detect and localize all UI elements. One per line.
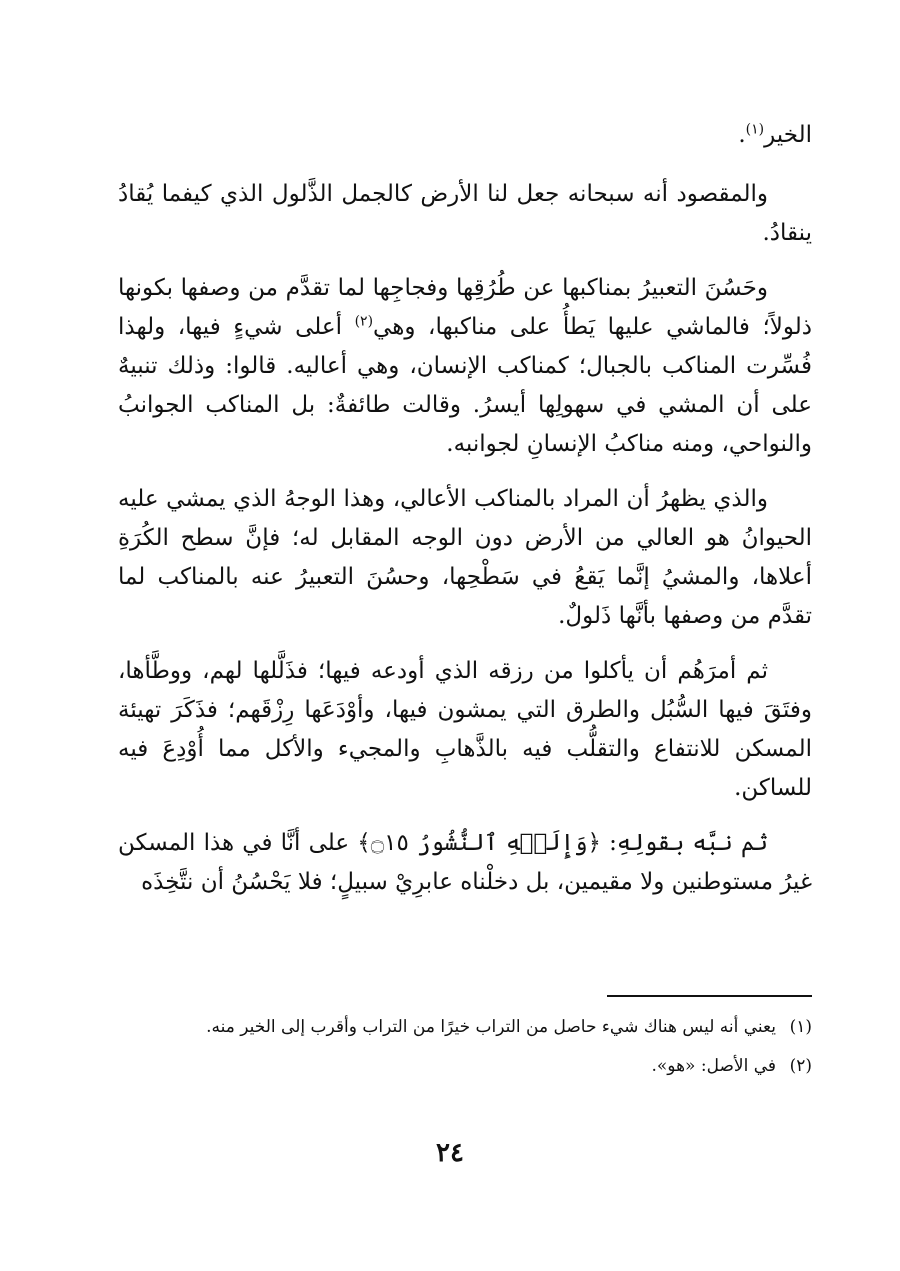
- paragraph: والذي يظهرُ أن المراد بالمناكب الأعالي، وهذا الوجهُ الذي يمشي عليه الحيوانُ هو العالي من الأرض دون الوجه المقابل له؛ فإنَّ سطح الكُرَةِ أعلاها، والمشيُ إنَّما يَقعُ في سَطْحِها، وحسُنَ التعبيرُ عنه بالمناكب لما تقدَّم من وصفها بأنَّها ذَلولٌ.: [118, 486, 812, 629]
- paragraph: [118, 269, 812, 464]
- paragraph: ثم أمرَهُم أن يأكلوا من رزقه الذي أودعه فيها؛ فذَلَّلها لهم، ووطَّأها، وفتَقَ فيها السُّبُل والطرق التي يمشون فيها، وأوْدَعَها رِزْقَهم؛ فذَكَرَ تهيئة المسكن للانتفاع والتقلُّب فيه بالذَّهابِ والمجيء والأكل مما أُوْدِعَ فيه للساكن.: [118, 658, 812, 801]
- paragraph: ثم نبَّه بقولِهِ: ﴿وَإِلَيۡهِ ٱلنُّشُورُ ۝١٥﴾ على أنَّا في هذا المسكن غيرُ مستوطنين ولا مقيمين، بل دخلْناه عابرِيْ سبيلٍ؛ فلا يَحْسُنُ أن نتَّخِذَه: [118, 830, 812, 895]
- main-text: [118, 116, 812, 918]
- footnote-2: [112, 1052, 812, 1081]
- page-number: ٢٤: [436, 1138, 464, 1168]
- paragraph-tail: .: [738, 122, 746, 148]
- footnote-number: (١): [789, 1017, 812, 1037]
- footnotes: [112, 1013, 812, 1091]
- paragraph-tail: أعلى شيءٍ فيها، ولهذا فُسِّرت المناكب بالجبال؛ كمناكب الإنسان، وهي أعاليه. قالوا: وذلك تنبيهٌ على أن المشي في سهولِها أيسرُ. وقالت طائفةٌ: بل المناكب الجوانبُ والنواحي، ومنه مناكبُ الإنسانِ لجوانبه.: [118, 314, 812, 457]
- paragraph-text: وحَسُنَ التعبيرُ بمناكبها عن طُرُقِها وفجاجِها لما تقدَّم من وصفها بكونها ذلولاً؛ فالماشي عليها يَطأُ على مناكبها، وهي: [118, 275, 813, 340]
- footnote-reference-2: (٢): [354, 313, 374, 330]
- footnote-1: [112, 1013, 812, 1042]
- footnote-text: في الأصل: «هو».: [651, 1056, 776, 1076]
- footnote-number: (٢): [789, 1056, 812, 1076]
- paragraph-text: الخير: [764, 122, 812, 148]
- paragraph: والمقصود أنه سبحانه جعل لنا الأرض كالجمل الذَّلول الذي كيفما يُقادُ ينقادُ.: [118, 181, 812, 246]
- footnote-reference-1: (١): [745, 121, 765, 138]
- footnote-divider: [607, 995, 812, 997]
- footnote-text: يعني أنه ليس هناك شيء حاصل من التراب خيرًا من التراب وأقرب إلى الخير منه.: [206, 1017, 776, 1037]
- paragraph-continuation: [118, 116, 812, 155]
